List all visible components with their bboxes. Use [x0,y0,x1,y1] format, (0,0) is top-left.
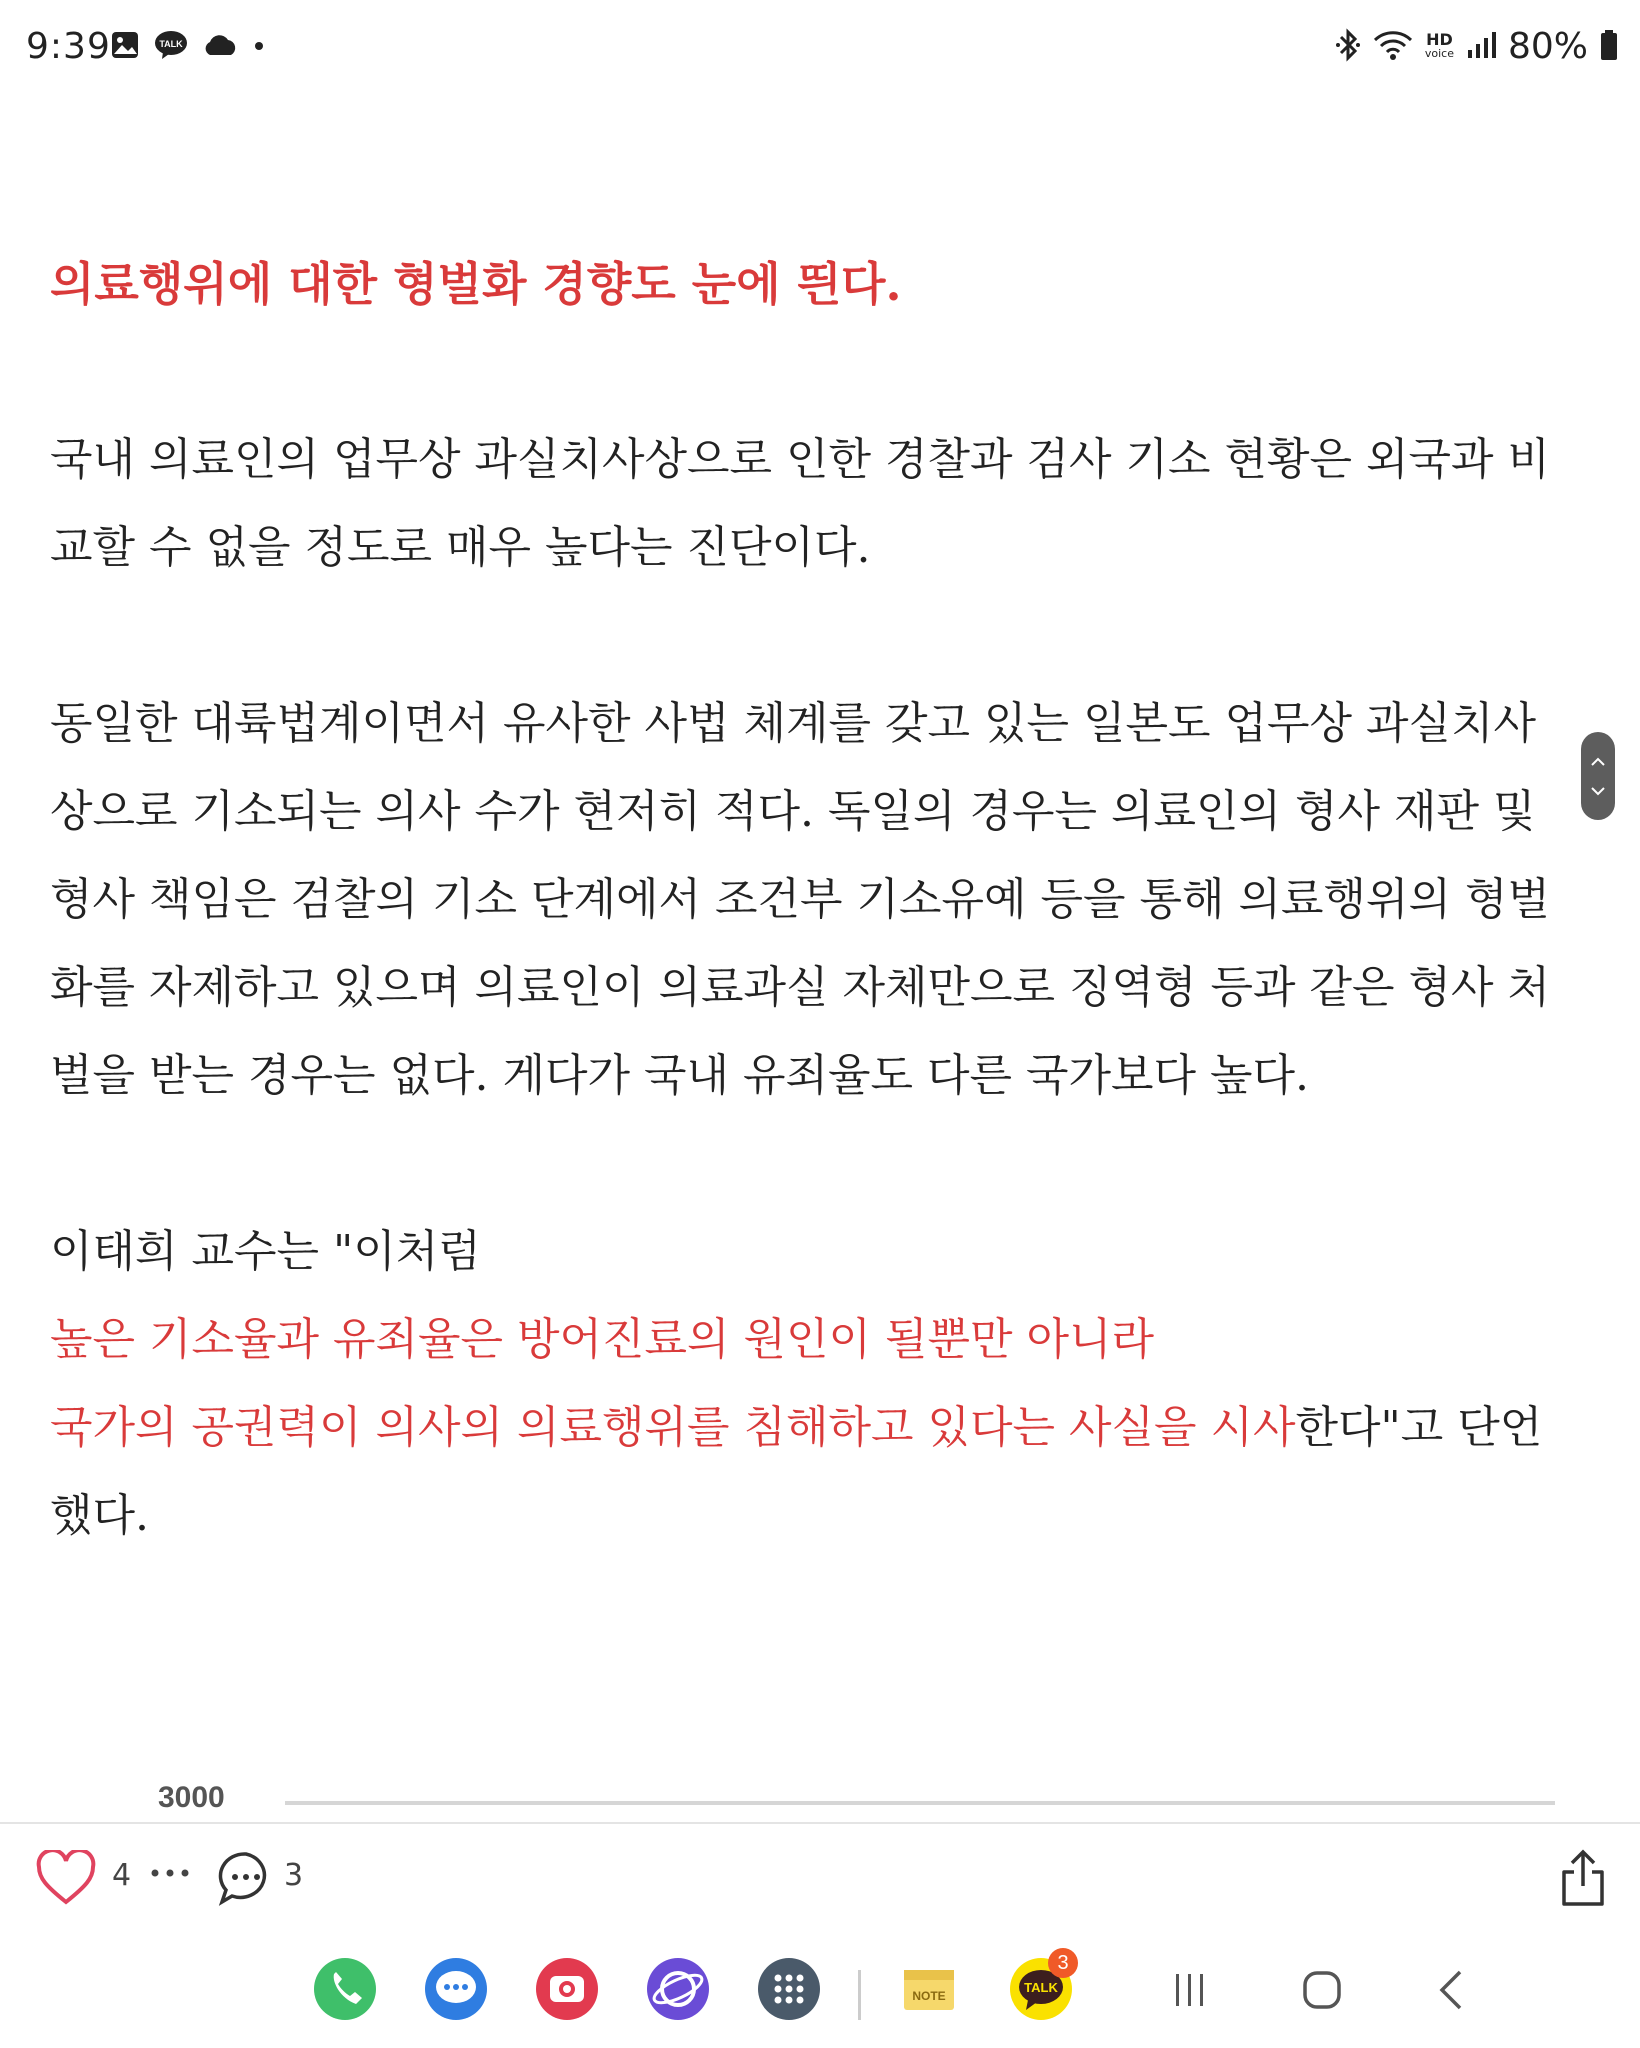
paragraph-2-line: 동일한 대륙법계이면서 유사한 사법 체계를 갖고 있는 일본도 업무상 과실치사 [50,698,1537,749]
battery-icon [1600,29,1618,65]
share-icon [1558,1846,1608,1910]
quote-intro: 이태희 교수는 "이처럼 [50,1226,481,1277]
comment-count: 3 [284,1858,304,1893]
battery-percent: 80% [1507,26,1588,67]
quote-highlight-1: 높은 기소율과 유죄율은 방어진료의 원인이 될뿐만 아니라 [50,1314,1155,1365]
back-chevron-icon [1432,1968,1472,2012]
dock-separator [858,1970,861,2020]
paragraph-2-line: 상으로 기소되는 의사 수가 현저히 적다. 독일의 경우는 의료인의 형사 재판 및 [50,786,1536,837]
status-right-icons [1335,26,1618,67]
home-icon [1300,1968,1344,2012]
notes-app-icon[interactable] [896,1956,962,2022]
back-button[interactable] [1424,1962,1480,2018]
paragraph-1-line-2: 교할 수 없을 정도로 매우 높다는 진단이다. [50,522,871,573]
signal-icon [1466,30,1496,64]
status-bar [0,0,1640,100]
camera-app-icon[interactable] [534,1956,600,2022]
svg-text:TALK: TALK [159,39,183,49]
cloud-icon [202,33,238,61]
dot-icon [252,38,266,57]
bluetooth-icon [1335,28,1361,66]
apps-grid-icon[interactable] [756,1956,822,2022]
heart-icon [36,1850,96,1906]
comment-button[interactable] [218,1850,274,1906]
paragraph-1-line-1: 국내 의료인의 업무상 과실치사상으로 인한 경찰과 검사 기소 현황은 외국과 비 [50,434,1550,485]
hd-voice-icon [1424,29,1454,61]
recent-apps-button[interactable] [1162,1962,1218,2018]
chevron-down-icon [1590,781,1606,800]
phone-app-icon[interactable] [312,1956,378,2022]
internet-app-icon[interactable] [645,1956,711,2022]
hd-label: HD [1426,29,1453,49]
note-label: NOTE [912,1989,946,2003]
notification-badge: 3 [1048,1948,1078,1978]
paragraph-2-line: 벌을 받는 경우는 없다. 게다가 국내 유죄율도 다른 국가보다 높다. [50,1050,1309,1101]
article-body [50,240,1590,1560]
paragraph-2-line: 형사 책임은 검찰의 기소 단계에서 조건부 기소유예 등을 통해 의료행위의 형벌 [50,874,1550,925]
more-options-button[interactable] [148,1858,192,1888]
app-dock [0,1950,1640,2048]
home-button[interactable] [1294,1962,1350,2018]
chevron-up-icon [1590,752,1606,771]
count-divider-line [285,1801,1555,1805]
quote-paragraph [50,1208,1590,1560]
kakaotalk-app-icon[interactable] [1008,1951,1074,2022]
recents-icon [1170,1970,1210,2010]
quote-tail: 한다"고 단언 [1295,1402,1543,1453]
kakaotalk-icon [154,30,188,64]
view-count-row [0,1775,1640,1825]
like-button[interactable] [36,1850,96,1906]
action-divider [0,1822,1640,1824]
quote-end: 했다. [50,1490,149,1541]
voice-label: voice [1424,46,1454,60]
gallery-icon [110,30,140,64]
post-action-bar [0,1840,1640,1920]
more-icon [148,1858,192,1888]
paragraph-1 [50,416,1590,592]
status-left-icons [110,30,266,64]
like-count: 4 [112,1858,132,1893]
paragraph-2 [50,680,1590,1120]
article-heading: 의료행위에 대한 형벌화 경향도 눈에 띈다. [50,257,902,311]
talk-label: TALK [1024,1980,1058,1995]
comment-bubble-icon [218,1850,274,1906]
wifi-icon [1373,29,1413,65]
view-count: 3000 [158,1781,225,1814]
messages-app-icon[interactable] [423,1956,489,2022]
status-time: 9:39 [26,26,111,67]
paragraph-2-line: 화를 자제하고 있으며 의료인이 의료과실 자체만으로 징역형 등과 같은 형사 처 [50,962,1550,1013]
share-button[interactable] [1558,1846,1608,1910]
quote-highlight-2: 국가의 공권력이 의사의 의료행위를 침해하고 있다는 사실을 시사 [50,1402,1296,1453]
fast-scroll-handle[interactable] [1581,732,1615,820]
